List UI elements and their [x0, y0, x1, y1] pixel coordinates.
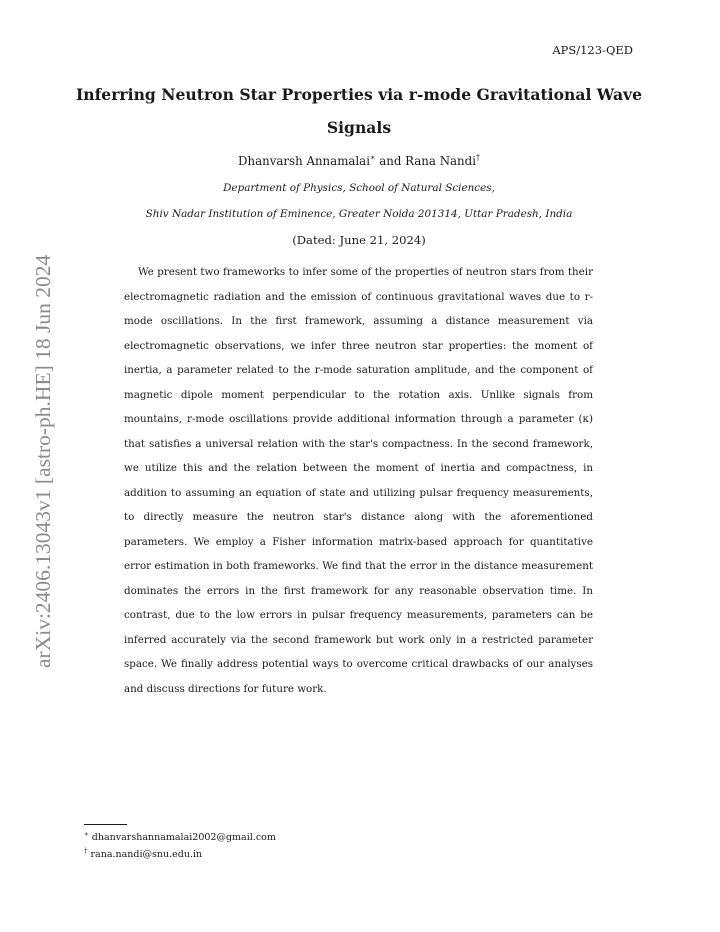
arxiv-identifier-stamp: arXiv:2406.13043v1 [astro-ph.HE] 18 Jun 2024 — [31, 254, 55, 668]
author-footnote-mark: † — [475, 153, 480, 162]
footnote-text: dhanvarshannamalai2002@gmail.com — [91, 832, 276, 844]
author-name: Dhanvarsh Annamalai — [238, 153, 370, 168]
paper-title: Inferring Neutron Star Properties via r-mode Gravitational Wave Signals — [75, 85, 643, 137]
footnote-email — [84, 830, 276, 843]
date-line: (Dated: June 21, 2024) — [292, 233, 426, 247]
affiliation-line: Shiv Nadar Institution of Eminence, Greater Noida 201314, Uttar Pradesh, India — [145, 208, 573, 220]
author-list — [70, 153, 648, 168]
author-conjunction: and — [379, 153, 402, 168]
report-number: APS/123-QED — [552, 43, 633, 57]
footnote-mark: ∗ — [84, 830, 89, 838]
footnote-text: rana.nandi@snu.edu.in — [90, 849, 203, 861]
author-footnote-mark: ∗ — [370, 153, 376, 162]
author-name: Rana Nandi — [405, 153, 476, 168]
abstract: We present two frameworks to infer some of the properties of neutron stars from their electromagnetic radiation and the emission of continuous gravitational waves due to r-mode oscillations. In the first framework, assuming a distance measurement via electromagnetic observations, we infer three neutron star properties: the moment of inertia, a parameter related to the r-mode saturation amplitude, and the component of magnetic dipole moment perpendicular to the rotation axis. Unlike signals from mountains, r-mode oscillations provide additional information through a parameter (κ) that satisfies a universal relation with the star's compactness. In the second framework, we utilize this and the relation between the moment of inertia and compactness, in addition to assuming an equation of state and utilizing pulsar frequency measurements, to directly measure the neutron star's distance along with the aforementioned parameters. We employ a Fisher information matrix-based approach for quantitative error estimation in both frameworks. We find that the error in the distance measurement dominates the errors in the first framework for any reasonable observation time. In contrast, due to the low errors in pulsar frequency measurements, parameters can be inferred accurately via the second framework but work only in a restricted parameter space. We finally address potential ways to overcome critical drawbacks of our analyses and discuss directions for future work. — [124, 266, 593, 695]
footnote-email — [84, 847, 202, 860]
footnote-divider — [84, 824, 127, 825]
affiliation-line: Department of Physics, School of Natural Sciences, — [223, 182, 495, 194]
footnote-mark: † — [84, 847, 88, 855]
